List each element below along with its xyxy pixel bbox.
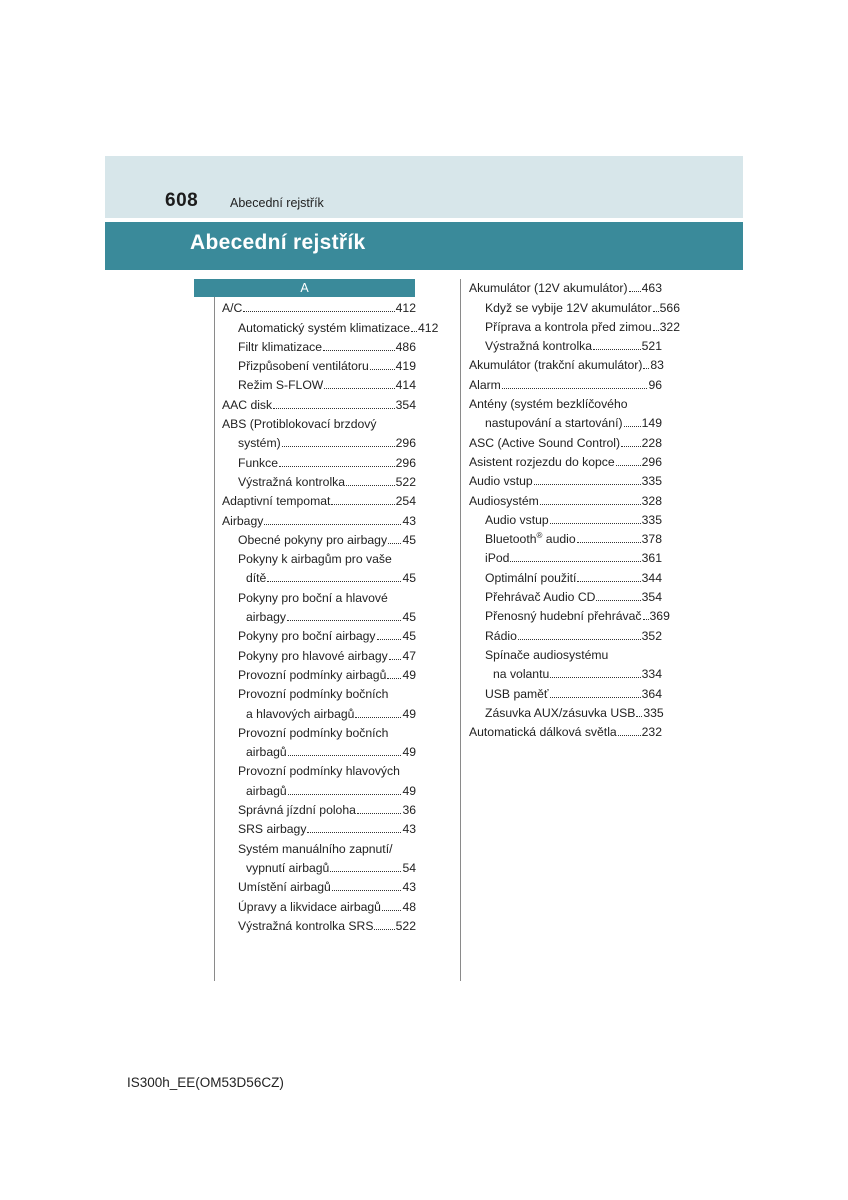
dot-leader — [616, 465, 641, 466]
index-entry-text: Antény (systém bezklíčového — [469, 397, 628, 412]
index-entry-text: Optimální použití — [485, 570, 577, 585]
index-entry — [469, 681, 662, 700]
index-entry — [222, 682, 416, 701]
index-entry-text: nastupování a startování) — [485, 416, 623, 431]
index-entry-page: 354 — [641, 590, 662, 605]
index-entry-page: 334 — [641, 667, 662, 682]
dot-leader — [636, 716, 642, 717]
left-column-rule — [214, 297, 215, 981]
index-entry — [469, 450, 662, 469]
dot-leader — [355, 717, 401, 718]
dot-leader — [307, 832, 401, 833]
index-entry-page: 49 — [402, 745, 416, 760]
index-entry-text: SRS airbagy — [238, 822, 307, 837]
index-entry — [469, 469, 662, 488]
index-entry — [469, 585, 662, 604]
dot-leader — [388, 543, 401, 544]
index-entry-page: 378 — [641, 532, 662, 547]
index-entry — [222, 836, 416, 855]
index-entry — [469, 372, 662, 391]
index-entry-text: Pokyny k airbagům pro vaše — [238, 552, 392, 567]
index-entry-text: Audiosystém — [469, 493, 539, 508]
index-entry-text: systém) — [238, 436, 281, 451]
index-entry-text: vypnutí airbagů — [246, 860, 330, 875]
index-entry-page: 354 — [395, 397, 416, 412]
index-entry — [222, 894, 416, 913]
index-entry-page: 566 — [659, 300, 680, 315]
index-entry-page: 48 — [402, 899, 416, 914]
index-entry — [469, 353, 662, 372]
dot-leader — [624, 426, 641, 427]
index-entry-text: airbagů — [246, 783, 287, 798]
dot-leader — [653, 330, 659, 331]
index-entry — [222, 875, 416, 894]
index-entry-page: 419 — [395, 359, 416, 374]
dot-leader — [534, 484, 641, 485]
index-entry-text: Přehrávač Audio CD — [485, 590, 596, 605]
index-entry-text: Přizpůsobení ventilátoru — [238, 359, 369, 374]
index-entry-page: 328 — [641, 493, 662, 508]
index-entry-page: 361 — [641, 551, 662, 566]
index-entry — [469, 508, 662, 527]
index-entry-page: 322 — [659, 319, 680, 334]
index-entry — [222, 566, 416, 585]
index-entry-text: airbagů — [246, 745, 287, 760]
index-entry-text: Adaptivní tempomat — [222, 494, 331, 509]
index-entry-page: 412 — [418, 320, 439, 335]
index-entry — [222, 721, 416, 740]
index-entry-page: 414 — [395, 378, 416, 393]
dot-leader — [502, 388, 648, 389]
page-number: 608 — [165, 190, 199, 211]
index-entry-page: 352 — [641, 628, 662, 643]
index-entry-text: AAC disk — [222, 397, 273, 412]
dot-leader — [540, 504, 641, 505]
right-column-rule — [460, 279, 461, 981]
index-entry-page: 45 — [402, 532, 416, 547]
index-entry-text: Provozní podmínky bočních — [238, 725, 389, 740]
dot-leader — [331, 504, 394, 505]
index-entry-page: 296 — [395, 436, 416, 451]
dot-leader — [287, 620, 401, 621]
dot-leader — [273, 408, 395, 409]
dot-leader — [332, 890, 402, 891]
index-entry-page: 369 — [649, 609, 670, 624]
dot-leader — [288, 794, 402, 795]
index-entry — [222, 508, 416, 527]
index-entry-text: Přenosný hudební přehrávač — [485, 609, 642, 624]
index-entry-page: 54 — [402, 860, 416, 875]
index-entry-text: Výstražná kontrolka — [238, 474, 346, 489]
dot-leader — [550, 523, 641, 524]
dot-leader — [518, 639, 641, 640]
index-entry-text: Akumulátor (12V akumulátor) — [469, 281, 628, 296]
index-entry — [222, 759, 416, 778]
index-letter-tab: A — [194, 279, 415, 297]
index-entry — [222, 624, 416, 643]
dot-leader — [324, 388, 394, 389]
index-entry-page: 43 — [402, 822, 416, 837]
index-entry — [222, 412, 416, 431]
index-entry-text: Akumulátor (trakční akumulátor) — [469, 358, 643, 373]
dot-leader — [282, 446, 395, 447]
index-entry — [222, 643, 416, 662]
index-entry — [222, 701, 416, 720]
model-code: IS300h_EE(OM53D56CZ) — [127, 1075, 284, 1090]
index-entry-text: iPod — [485, 551, 510, 566]
dot-leader — [643, 619, 649, 620]
index-entry — [469, 546, 662, 565]
index-entry-page: 36 — [402, 803, 416, 818]
index-entry — [469, 276, 662, 295]
index-entry-text: Výstražná kontrolka — [485, 339, 593, 354]
index-entry-page: 83 — [650, 358, 664, 373]
dot-leader — [377, 639, 402, 640]
index-entry-text: Filtr klimatizace — [238, 339, 322, 354]
index-entry-page: 463 — [641, 281, 662, 296]
index-entry-page: 486 — [395, 339, 416, 354]
index-entry-page: 296 — [395, 455, 416, 470]
index-entry-page: 47 — [402, 648, 416, 663]
index-entry — [469, 720, 662, 739]
index-entry-text: Když se vybije 12V akumulátor — [485, 300, 652, 315]
index-entry — [222, 528, 416, 547]
index-entry — [222, 296, 416, 315]
index-entry — [222, 585, 416, 604]
index-entry — [222, 663, 416, 682]
dot-leader — [596, 600, 640, 601]
index-entry-text: Spínače audiosystému — [485, 647, 609, 662]
index-entry-page: 412 — [395, 301, 416, 316]
index-entry-text: Pokyny pro boční a hlavové — [238, 590, 388, 605]
index-entry-text: na volantu — [493, 667, 550, 682]
dot-leader — [593, 349, 641, 350]
dot-leader — [618, 735, 641, 736]
index-entry — [222, 335, 416, 354]
index-entry-page: 521 — [641, 339, 662, 354]
index-entry — [222, 450, 416, 469]
index-entry-text: Pokyny pro boční airbagy — [238, 629, 376, 644]
index-entry-page: 254 — [395, 494, 416, 509]
index-entry — [469, 488, 662, 507]
index-entry-page: 344 — [641, 570, 662, 585]
index-entry — [469, 701, 662, 720]
index-entry-text: Úpravy a likvidace airbagů — [238, 899, 381, 914]
index-entry — [222, 373, 416, 392]
dot-leader — [243, 311, 394, 312]
index-entry — [469, 295, 680, 315]
index-entry-page: 49 — [402, 706, 416, 721]
index-entry — [222, 470, 416, 489]
index-entry-text: Automatická dálková světla — [469, 725, 617, 740]
index-column-right — [469, 276, 680, 740]
dot-leader — [288, 755, 402, 756]
section-title: Abecední rejstřík — [190, 231, 366, 254]
dot-leader — [577, 581, 640, 582]
header-band — [105, 156, 743, 218]
index-entry — [222, 547, 416, 566]
dot-leader — [370, 369, 395, 370]
dot-leader — [382, 910, 402, 911]
index-entry-text: USB paměť — [485, 686, 549, 701]
index-entry-text: Alarm — [469, 377, 501, 392]
index-entry — [469, 565, 662, 584]
index-entry-text: Systém manuálního zapnutí/ — [238, 841, 393, 856]
dot-leader — [346, 485, 395, 486]
index-entry-text: Pokyny pro hlavové airbagy — [238, 648, 388, 663]
index-entry-text: Provozní podmínky airbagů — [238, 667, 387, 682]
index-entry — [469, 623, 662, 642]
index-entry-page: 49 — [402, 667, 416, 682]
index-entry — [469, 643, 662, 662]
index-entry — [469, 604, 670, 624]
index-entry — [222, 914, 416, 933]
dot-leader — [629, 291, 641, 292]
index-entry-text: a hlavových airbagů — [246, 706, 355, 721]
running-head: Abecední rejstřík — [230, 196, 324, 210]
index-entry-text: ASC (Active Sound Control) — [469, 435, 621, 450]
index-entry-page: 45 — [402, 571, 416, 586]
index-entry — [222, 392, 416, 411]
index-entry-text: Zásuvka AUX/zásuvka USB — [485, 705, 636, 720]
index-entry-page: 149 — [641, 416, 662, 431]
index-entry-text: Režim S-FLOW — [238, 378, 324, 393]
index-entry — [222, 315, 439, 335]
dot-leader — [510, 561, 640, 562]
index-entry-page: 43 — [402, 880, 416, 895]
index-entry — [222, 354, 416, 373]
index-entry-page: 49 — [402, 783, 416, 798]
index-entry-text: Příprava a kontrola před zimou — [485, 319, 652, 334]
index-entry-text: Airbagy — [222, 513, 264, 528]
index-entry — [469, 315, 680, 334]
dot-leader — [621, 446, 641, 447]
index-entry-page: 522 — [395, 918, 416, 933]
index-entry-page: 45 — [402, 629, 416, 644]
index-entry-page: 96 — [648, 377, 662, 392]
dot-leader — [264, 524, 401, 525]
index-entry-text: Audio vstup — [469, 474, 533, 489]
index-column-left — [222, 296, 439, 933]
index-entry-text: airbagy — [246, 610, 286, 625]
index-entry-text: dítě — [246, 571, 267, 586]
index-entry-page: 335 — [641, 512, 662, 527]
index-entry-text: Obecné pokyny pro airbagy — [238, 532, 388, 547]
index-entry — [469, 430, 662, 449]
index-entry-text: Umístění airbagů — [238, 880, 331, 895]
index-entry-text: Asistent rozjezdu do kopce — [469, 454, 615, 469]
index-entry-text: Výstražná kontrolka SRS — [238, 918, 374, 933]
index-entry — [222, 605, 416, 624]
index-entry-page: 296 — [641, 454, 662, 469]
index-entry-page: 232 — [641, 725, 662, 740]
index-entry — [222, 431, 416, 450]
index-entry-page: 45 — [402, 610, 416, 625]
index-entry-text: Správná jízdní poloha — [238, 803, 356, 818]
dot-leader — [357, 813, 402, 814]
index-entry — [222, 856, 416, 875]
index-entry — [469, 334, 662, 353]
index-entry-text: Automatický systém klimatizace — [238, 320, 411, 335]
index-entry — [222, 489, 416, 508]
index-entry-page: 228 — [641, 435, 662, 450]
dot-leader — [330, 871, 401, 872]
dot-leader — [374, 929, 394, 930]
dot-leader — [643, 368, 649, 369]
index-entry-text: Funkce — [238, 455, 278, 470]
index-entry-text: Rádio — [485, 628, 517, 643]
index-entry-page: 522 — [395, 474, 416, 489]
index-entry — [469, 392, 662, 411]
index-entry — [469, 662, 662, 681]
index-entry — [469, 527, 662, 546]
index-entry — [222, 778, 416, 797]
index-entry — [222, 798, 416, 817]
dot-leader — [389, 659, 402, 660]
dot-leader — [411, 331, 417, 332]
dot-leader — [550, 677, 640, 678]
index-entry-text: ABS (Protiblokovací brzdový — [222, 417, 377, 432]
index-entry-text: Provozní podmínky bočních — [238, 687, 389, 702]
index-entry — [469, 411, 662, 430]
index-entry-text: Audio vstup — [485, 512, 549, 527]
index-entry — [222, 740, 416, 759]
index-entry-page: 43 — [402, 513, 416, 528]
dot-leader — [653, 311, 659, 312]
index-entry-text: Provozní podmínky hlavových — [238, 764, 400, 779]
dot-leader — [387, 678, 401, 679]
dot-leader — [267, 581, 401, 582]
dot-leader — [279, 466, 395, 467]
index-entry-text: A/C — [222, 301, 243, 316]
index-entry-page: 335 — [641, 474, 662, 489]
dot-leader — [577, 542, 641, 543]
dot-leader — [323, 350, 395, 351]
index-entry-page: 364 — [641, 686, 662, 701]
index-entry — [222, 817, 416, 836]
index-entry-page: 335 — [643, 705, 664, 720]
index-entry-text: Bluetooth® audio — [485, 531, 576, 547]
dot-leader — [550, 697, 641, 698]
